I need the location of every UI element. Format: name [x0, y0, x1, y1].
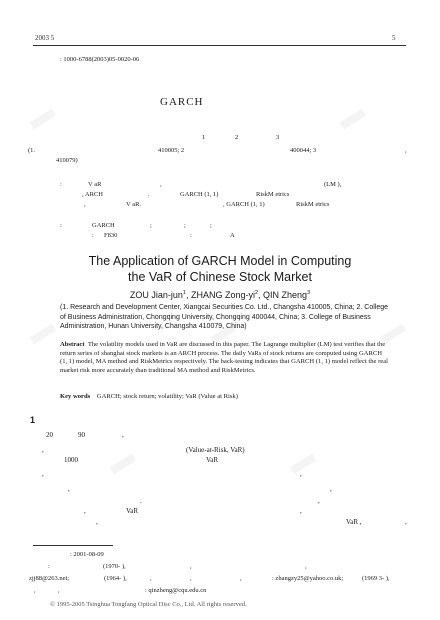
cn-abstract-text: V aR.	[126, 201, 142, 208]
watermark	[340, 109, 366, 130]
body-text: 1000	[64, 456, 78, 464]
cn-abstract-text: ,	[160, 181, 162, 188]
cn-abstract-text: GARCH (1, 1)	[180, 191, 219, 198]
cn-abstract-text: V aR	[88, 181, 102, 188]
cn-classification: F830	[104, 232, 118, 239]
cn-author-mark-2: 2	[235, 134, 239, 141]
body-text: ,	[68, 485, 70, 493]
body-text: (Value-at-Risk, VaR)	[186, 446, 245, 454]
body-text: VaR ,	[346, 518, 362, 526]
abstract-label: Abstract	[60, 341, 85, 348]
footnote-text: ,	[305, 563, 307, 570]
body-text: VaR	[206, 456, 219, 464]
keywords-label: Key words	[60, 393, 91, 400]
footnote-text: ,	[190, 563, 192, 570]
body-text: ,	[300, 470, 302, 478]
received-date: : 2001-08-09	[70, 551, 104, 558]
cn-classification-label: :	[92, 232, 94, 239]
body-text: ,	[42, 470, 44, 478]
body-text: ,	[96, 518, 98, 526]
body-text: VaR	[126, 507, 139, 515]
en-abstract	[60, 341, 390, 375]
body-text: ,	[300, 507, 302, 515]
footnote-text: ,	[190, 575, 192, 582]
author-3: QIN Zheng	[263, 290, 308, 300]
body-text: ,	[405, 518, 407, 526]
cn-affil-1: (1.	[28, 147, 36, 154]
author-3-sup: 3	[307, 290, 311, 296]
body-text: ,	[122, 431, 124, 439]
cn-affil-5: 410079)	[56, 157, 78, 164]
author-1-sup: 1	[182, 290, 186, 296]
footnote-text: (1969 3- ),	[362, 575, 390, 582]
cn-keyword-sep: ;	[210, 222, 212, 229]
footnote-email: : qinzheng@cqu.edu.cn	[145, 587, 207, 594]
author-2-sup: 2	[254, 290, 259, 296]
en-title-line2: the VaR of Chinese Stock Market	[128, 270, 312, 284]
cn-abstract-text: RiskM etrics	[296, 201, 330, 208]
keywords-text: GARCH; stock return; volatility; VaR (Value at Risk)	[96, 393, 238, 400]
footnote-text: ,	[150, 575, 152, 582]
footnote-text: :	[48, 563, 50, 570]
cn-doc-code: A	[230, 232, 235, 239]
body-text: ,	[318, 497, 320, 505]
footnote-email: zjj88@263.net;	[29, 575, 70, 582]
cn-abstract-text: :	[60, 181, 62, 188]
body-text: ,	[330, 485, 332, 493]
cn-abstract-text: , ARCH	[82, 191, 103, 198]
author-1: ZOU Jian-jun	[129, 290, 183, 300]
footnote-rule	[33, 545, 113, 546]
cn-affil-4: ,	[405, 147, 407, 154]
watermark	[290, 454, 316, 475]
copyright-text: © 1995-2005 Tsinghua Tongfang Optical Disc Co., Ltd. All rights reserved.	[50, 601, 247, 608]
copyright-line	[50, 601, 247, 608]
footnote-text: ,	[58, 587, 60, 594]
cn-abstract-text: (LM ),	[324, 181, 342, 188]
en-title-line1: The Application of GARCH Model in Computing	[88, 254, 352, 268]
en-affiliations: (1. Research and Development Center, Xiangcai Securities Co. Ltd., Changsha 410005, China; 2. College of Business Administration, Chongqing University, Chongqing 400044, China; 3. College of Business Administration, Hunan University, Changsha 410079, China)	[60, 304, 389, 330]
cn-doc-code-label: :	[190, 232, 192, 239]
cn-keywords-label: :	[60, 222, 62, 229]
watermark	[110, 454, 136, 475]
en-authors: ZOU Jian-jun$^1$, ZHANG Zong-$yi^2$, QIN Zheng$^3$	[129, 290, 311, 300]
footnote-text: (1970- ),	[103, 563, 126, 570]
footnote-text: ,	[240, 575, 242, 582]
abstract-text: The volatility models used in VaR are discussed in this paper. The Lagrange multiplier (LM) test verifies that the return series of shanghai stock markets is an ARCH process. The daily VaRs of stock returns are computed using GARCH (1, 1) model, MA method and RiskMetrics respectively. The back-testing indicates that GARCH (1, 1) model reflect the real market risk more accurately than traditional MA method and RiskMetrics.	[60, 341, 388, 374]
cn-abstract-text: , GARCH (1, 1)	[223, 201, 265, 208]
body-text: 90	[78, 431, 85, 439]
cn-keyword-sep: ;	[184, 222, 186, 229]
journal-issue: 2003 5	[35, 34, 55, 42]
cn-abstract-text: RiskM etrics	[256, 191, 290, 198]
article-id: : 1000-6788(2003)05-0020-06	[60, 56, 140, 63]
header-rule	[33, 45, 406, 46]
section-1-number: 1	[30, 415, 36, 425]
cn-author-mark-1: 1	[202, 134, 206, 141]
cn-author-mark-3: 3	[276, 134, 280, 141]
body-text: 20	[46, 431, 53, 439]
cn-affil-3: 400044; 3	[290, 147, 317, 154]
page-number: 5	[392, 34, 396, 42]
footnote-text: ,	[34, 587, 36, 594]
footnote-email: : zhangzy25@yahoo.co.uk;	[272, 575, 344, 582]
cn-abstract-text: ,	[84, 201, 86, 208]
cn-abstract-text: .	[148, 191, 150, 198]
en-keywords	[60, 393, 238, 400]
cn-title: GARCH	[160, 96, 204, 108]
author-2: ZHANG Zong-yi	[190, 290, 255, 300]
footnote-text: (1964- ),	[104, 575, 127, 582]
watermark	[30, 109, 56, 130]
body-text: .	[140, 497, 142, 505]
body-text: ,	[42, 446, 44, 454]
cn-keyword-sep: ;	[150, 222, 152, 229]
watermark	[30, 324, 56, 345]
cn-keyword: GARCH	[92, 222, 115, 229]
body-text: ,	[84, 507, 86, 515]
cn-affil-2: 410005; 2	[158, 147, 185, 154]
